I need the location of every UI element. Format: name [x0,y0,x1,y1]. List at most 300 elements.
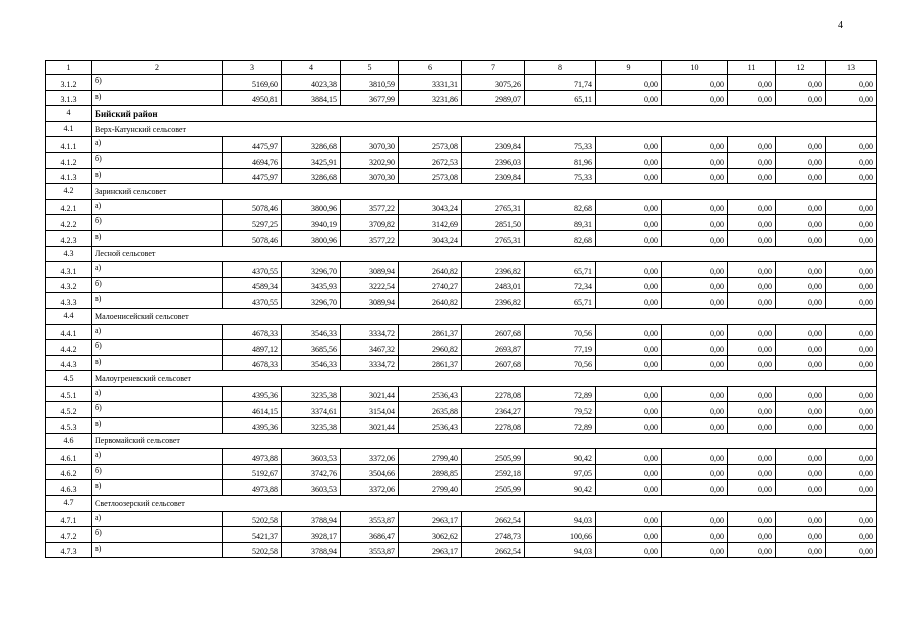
row-number: 4.6.1 [46,449,92,465]
district-row [46,106,877,122]
value-cell: 2640,82 [399,262,462,278]
value-cell: 0,00 [776,480,826,496]
value-cell: 3928,17 [282,527,341,543]
row-label: б) [92,527,223,543]
value-cell: 3940,19 [282,215,341,231]
value-cell: 3296,70 [282,293,341,309]
table-row [46,480,877,496]
value-cell: 0,00 [662,464,728,480]
value-cell: 3788,94 [282,511,341,527]
value-cell: 5202,58 [223,511,282,527]
row-label: б) [92,402,223,418]
value-cell: 0,00 [826,480,877,496]
value-cell: 3742,76 [282,464,341,480]
table-row [46,199,877,215]
value-cell: 2607,68 [462,355,525,371]
value-cell: 2748,73 [462,527,525,543]
value-cell: 0,00 [728,464,776,480]
row-number: 4.1.1 [46,137,92,153]
table-row [46,402,877,418]
value-cell: 3154,04 [341,402,399,418]
value-cell: 4475,97 [223,168,282,184]
value-cell: 0,00 [776,262,826,278]
value-cell: 2536,43 [399,418,462,434]
value-cell: 2607,68 [462,324,525,340]
value-cell: 0,00 [596,449,662,465]
value-cell: 0,00 [826,230,877,246]
section-row [46,184,877,200]
column-header: 5 [341,61,399,75]
table-row [46,527,877,543]
value-cell: 3331,31 [399,75,462,91]
value-cell: 3070,30 [341,168,399,184]
value-cell: 3553,87 [341,542,399,558]
value-cell: 0,00 [596,152,662,168]
value-cell: 0,00 [662,418,728,434]
value-cell: 0,00 [596,418,662,434]
row-number: 4.2.3 [46,230,92,246]
value-cell: 0,00 [728,262,776,278]
value-cell: 0,00 [776,418,826,434]
row-label: в) [92,418,223,434]
value-cell: 0,00 [662,215,728,231]
value-cell: 0,00 [776,168,826,184]
value-cell: 3686,47 [341,527,399,543]
row-number: 4.1.3 [46,168,92,184]
value-cell: 0,00 [776,90,826,106]
value-cell: 0,00 [826,542,877,558]
row-number: 3.1.3 [46,90,92,106]
value-cell: 0,00 [776,230,826,246]
table-row [46,386,877,402]
row-number: 4.4 [46,308,92,324]
value-cell: 0,00 [776,449,826,465]
value-cell: 0,00 [596,199,662,215]
value-cell: 4395,36 [223,418,282,434]
value-cell: 3800,96 [282,230,341,246]
table-row [46,464,877,480]
value-cell: 0,00 [596,215,662,231]
value-cell: 0,00 [776,152,826,168]
value-cell: 81,96 [525,152,596,168]
value-cell: 2662,54 [462,511,525,527]
value-cell: 2309,84 [462,137,525,153]
value-cell: 0,00 [662,324,728,340]
value-cell: 0,00 [728,230,776,246]
value-cell: 3089,94 [341,293,399,309]
section-title: Заринский сельсовет [92,184,877,200]
column-header: 12 [776,61,826,75]
value-cell: 0,00 [662,449,728,465]
header-row [46,61,877,75]
row-number: 4.7.3 [46,542,92,558]
table-row [46,137,877,153]
value-cell: 3235,38 [282,386,341,402]
row-number: 4.6.3 [46,480,92,496]
page-number: 4 [838,20,843,31]
value-cell: 0,00 [596,168,662,184]
value-cell: 2536,43 [399,386,462,402]
table-row [46,340,877,356]
value-cell: 0,00 [728,152,776,168]
value-cell: 3235,38 [282,418,341,434]
value-cell: 79,52 [525,402,596,418]
table-row [46,215,877,231]
row-label: а) [92,137,223,153]
value-cell: 0,00 [826,75,877,91]
value-cell: 71,74 [525,75,596,91]
value-cell: 3372,06 [341,449,399,465]
value-cell: 0,00 [826,199,877,215]
value-cell: 72,34 [525,277,596,293]
value-cell: 3800,96 [282,199,341,215]
row-number: 4.5.3 [46,418,92,434]
value-cell: 65,11 [525,90,596,106]
value-cell: 2963,17 [399,511,462,527]
tariff-table [45,60,877,558]
value-cell: 2765,31 [462,199,525,215]
value-cell: 2592,18 [462,464,525,480]
value-cell: 2861,37 [399,324,462,340]
value-cell: 2765,31 [462,230,525,246]
value-cell: 3577,22 [341,199,399,215]
district-title: Бийский район [92,106,877,122]
value-cell: 72,89 [525,386,596,402]
value-cell: 2740,27 [399,277,462,293]
section-title: Лесной сельсовет [92,246,877,262]
row-number: 4.3.3 [46,293,92,309]
value-cell: 4395,36 [223,386,282,402]
value-cell: 0,00 [662,262,728,278]
value-cell: 70,56 [525,355,596,371]
value-cell: 3709,82 [341,215,399,231]
value-cell: 4589,34 [223,277,282,293]
value-cell: 0,00 [662,152,728,168]
section-title: Верх-Катунский сельсовет [92,121,877,137]
value-cell: 3603,53 [282,480,341,496]
row-number: 4.2 [46,184,92,200]
value-cell: 3142,69 [399,215,462,231]
value-cell: 0,00 [728,418,776,434]
column-header: 8 [525,61,596,75]
value-cell: 0,00 [728,355,776,371]
value-cell: 3553,87 [341,511,399,527]
row-label: в) [92,230,223,246]
value-cell: 0,00 [596,542,662,558]
value-cell: 0,00 [776,386,826,402]
value-cell: 2861,37 [399,355,462,371]
row-number: 4.5.2 [46,402,92,418]
row-label: а) [92,324,223,340]
value-cell: 2799,40 [399,449,462,465]
value-cell: 3334,72 [341,355,399,371]
value-cell: 3810,59 [341,75,399,91]
value-cell: 2396,82 [462,293,525,309]
value-cell: 3546,33 [282,355,341,371]
value-cell: 5192,67 [223,464,282,480]
value-cell: 82,68 [525,199,596,215]
value-cell: 3577,22 [341,230,399,246]
value-cell: 0,00 [728,324,776,340]
row-number: 4.1.2 [46,152,92,168]
section-row [46,308,877,324]
table-body [46,61,877,558]
row-label: в) [92,542,223,558]
table-row [46,168,877,184]
value-cell: 4694,76 [223,152,282,168]
value-cell: 0,00 [662,137,728,153]
value-cell: 0,00 [662,355,728,371]
value-cell: 77,19 [525,340,596,356]
value-cell: 0,00 [826,464,877,480]
value-cell: 0,00 [826,340,877,356]
value-cell: 2505,99 [462,480,525,496]
value-cell: 3286,68 [282,137,341,153]
value-cell: 0,00 [728,340,776,356]
value-cell: 0,00 [728,293,776,309]
value-cell: 0,00 [596,75,662,91]
row-label: б) [92,277,223,293]
column-header: 13 [826,61,877,75]
value-cell: 0,00 [662,277,728,293]
value-cell: 3788,94 [282,542,341,558]
table-row [46,542,877,558]
value-cell: 70,56 [525,324,596,340]
value-cell: 0,00 [662,293,728,309]
value-cell: 0,00 [728,75,776,91]
value-cell: 2573,08 [399,137,462,153]
value-cell: 4370,55 [223,293,282,309]
value-cell: 5297,25 [223,215,282,231]
value-cell: 97,05 [525,464,596,480]
value-cell: 0,00 [596,402,662,418]
value-cell: 0,00 [662,511,728,527]
value-cell: 0,00 [596,480,662,496]
value-cell: 100,66 [525,527,596,543]
value-cell: 94,03 [525,511,596,527]
value-cell: 0,00 [826,449,877,465]
row-number: 4.5 [46,371,92,387]
value-cell: 0,00 [776,511,826,527]
value-cell: 2573,08 [399,168,462,184]
value-cell: 2898,85 [399,464,462,480]
value-cell: 3334,72 [341,324,399,340]
value-cell: 0,00 [596,293,662,309]
value-cell: 3504,66 [341,464,399,480]
value-cell: 0,00 [776,137,826,153]
value-cell: 0,00 [596,511,662,527]
row-label: а) [92,449,223,465]
value-cell: 3467,32 [341,340,399,356]
value-cell: 2278,08 [462,418,525,434]
section-title: Первомайский сельсовет [92,433,877,449]
value-cell: 2635,88 [399,402,462,418]
value-cell: 2693,87 [462,340,525,356]
column-header: 7 [462,61,525,75]
value-cell: 4678,33 [223,324,282,340]
value-cell: 4475,97 [223,137,282,153]
value-cell: 3425,91 [282,152,341,168]
value-cell: 3884,15 [282,90,341,106]
value-cell: 2672,53 [399,152,462,168]
value-cell: 0,00 [826,137,877,153]
value-cell: 3677,99 [341,90,399,106]
value-cell: 0,00 [662,199,728,215]
value-cell: 0,00 [728,277,776,293]
value-cell: 3546,33 [282,324,341,340]
value-cell: 3202,90 [341,152,399,168]
column-header: 9 [596,61,662,75]
section-row [46,246,877,262]
value-cell: 65,71 [525,262,596,278]
value-cell: 5202,58 [223,542,282,558]
value-cell: 3021,44 [341,386,399,402]
value-cell: 0,00 [662,542,728,558]
table-row [46,449,877,465]
value-cell: 4897,12 [223,340,282,356]
column-header: 3 [223,61,282,75]
value-cell: 72,89 [525,418,596,434]
value-cell: 0,00 [776,527,826,543]
value-cell: 2989,07 [462,90,525,106]
row-number: 4.4.2 [46,340,92,356]
value-cell: 0,00 [776,324,826,340]
value-cell: 4023,38 [282,75,341,91]
value-cell: 0,00 [596,262,662,278]
value-cell: 0,00 [662,168,728,184]
value-cell: 3296,70 [282,262,341,278]
value-cell: 0,00 [776,340,826,356]
value-cell: 0,00 [596,340,662,356]
table-row [46,75,877,91]
column-header: 2 [92,61,223,75]
value-cell: 2662,54 [462,542,525,558]
value-cell: 0,00 [728,542,776,558]
value-cell: 0,00 [728,527,776,543]
value-cell: 0,00 [776,464,826,480]
value-cell: 4678,33 [223,355,282,371]
value-cell: 0,00 [662,386,728,402]
row-label: б) [92,215,223,231]
value-cell: 89,31 [525,215,596,231]
value-cell: 2640,82 [399,293,462,309]
row-number: 4.3 [46,246,92,262]
row-label: б) [92,152,223,168]
row-number: 4.2.1 [46,199,92,215]
value-cell: 0,00 [596,324,662,340]
table-row [46,152,877,168]
value-cell: 3070,30 [341,137,399,153]
value-cell: 0,00 [662,230,728,246]
row-number: 4.4.1 [46,324,92,340]
value-cell: 3043,24 [399,199,462,215]
table-row [46,277,877,293]
row-label: в) [92,480,223,496]
value-cell: 82,68 [525,230,596,246]
value-cell: 0,00 [776,293,826,309]
section-title: Малоенисейский сельсовет [92,308,877,324]
value-cell: 3222,54 [341,277,399,293]
section-row [46,121,877,137]
table-row [46,418,877,434]
row-label: в) [92,168,223,184]
value-cell: 0,00 [776,542,826,558]
row-label: в) [92,293,223,309]
row-label: б) [92,340,223,356]
value-cell: 3372,06 [341,480,399,496]
value-cell: 0,00 [728,215,776,231]
row-label: а) [92,262,223,278]
value-cell: 0,00 [826,324,877,340]
value-cell: 0,00 [826,152,877,168]
row-number: 4.3.2 [46,277,92,293]
value-cell: 0,00 [662,75,728,91]
value-cell: 0,00 [662,90,728,106]
row-number: 4.4.3 [46,355,92,371]
value-cell: 0,00 [728,449,776,465]
value-cell: 3043,24 [399,230,462,246]
value-cell: 0,00 [826,511,877,527]
row-number: 4.5.1 [46,386,92,402]
value-cell: 2505,99 [462,449,525,465]
value-cell: 0,00 [826,215,877,231]
value-cell: 0,00 [728,199,776,215]
value-cell: 75,33 [525,137,596,153]
row-number: 4.7.1 [46,511,92,527]
value-cell: 65,71 [525,293,596,309]
value-cell: 0,00 [826,418,877,434]
value-cell: 0,00 [776,355,826,371]
row-number: 4.7.2 [46,527,92,543]
value-cell: 0,00 [596,90,662,106]
value-cell: 0,00 [826,355,877,371]
value-cell: 0,00 [728,511,776,527]
value-cell: 0,00 [826,527,877,543]
column-header: 1 [46,61,92,75]
value-cell: 0,00 [826,386,877,402]
value-cell: 5421,37 [223,527,282,543]
section-title: Светлоозерский сельсовет [92,496,877,512]
value-cell: 0,00 [826,277,877,293]
value-cell: 0,00 [826,293,877,309]
value-cell: 0,00 [596,137,662,153]
table-row [46,511,877,527]
value-cell: 2278,08 [462,386,525,402]
value-cell: 75,33 [525,168,596,184]
value-cell: 3286,68 [282,168,341,184]
column-header: 10 [662,61,728,75]
value-cell: 0,00 [662,527,728,543]
value-cell: 4973,88 [223,449,282,465]
value-cell: 3435,93 [282,277,341,293]
table-row [46,230,877,246]
value-cell: 2396,03 [462,152,525,168]
value-cell: 0,00 [826,168,877,184]
value-cell: 0,00 [596,230,662,246]
value-cell: 5078,46 [223,230,282,246]
value-cell: 5169,60 [223,75,282,91]
value-cell: 2396,82 [462,262,525,278]
row-label: а) [92,199,223,215]
value-cell: 4950,81 [223,90,282,106]
value-cell: 0,00 [728,402,776,418]
table-row [46,90,877,106]
value-cell: 0,00 [776,215,826,231]
column-header: 4 [282,61,341,75]
value-cell: 0,00 [728,90,776,106]
row-label: а) [92,386,223,402]
value-cell: 90,42 [525,480,596,496]
